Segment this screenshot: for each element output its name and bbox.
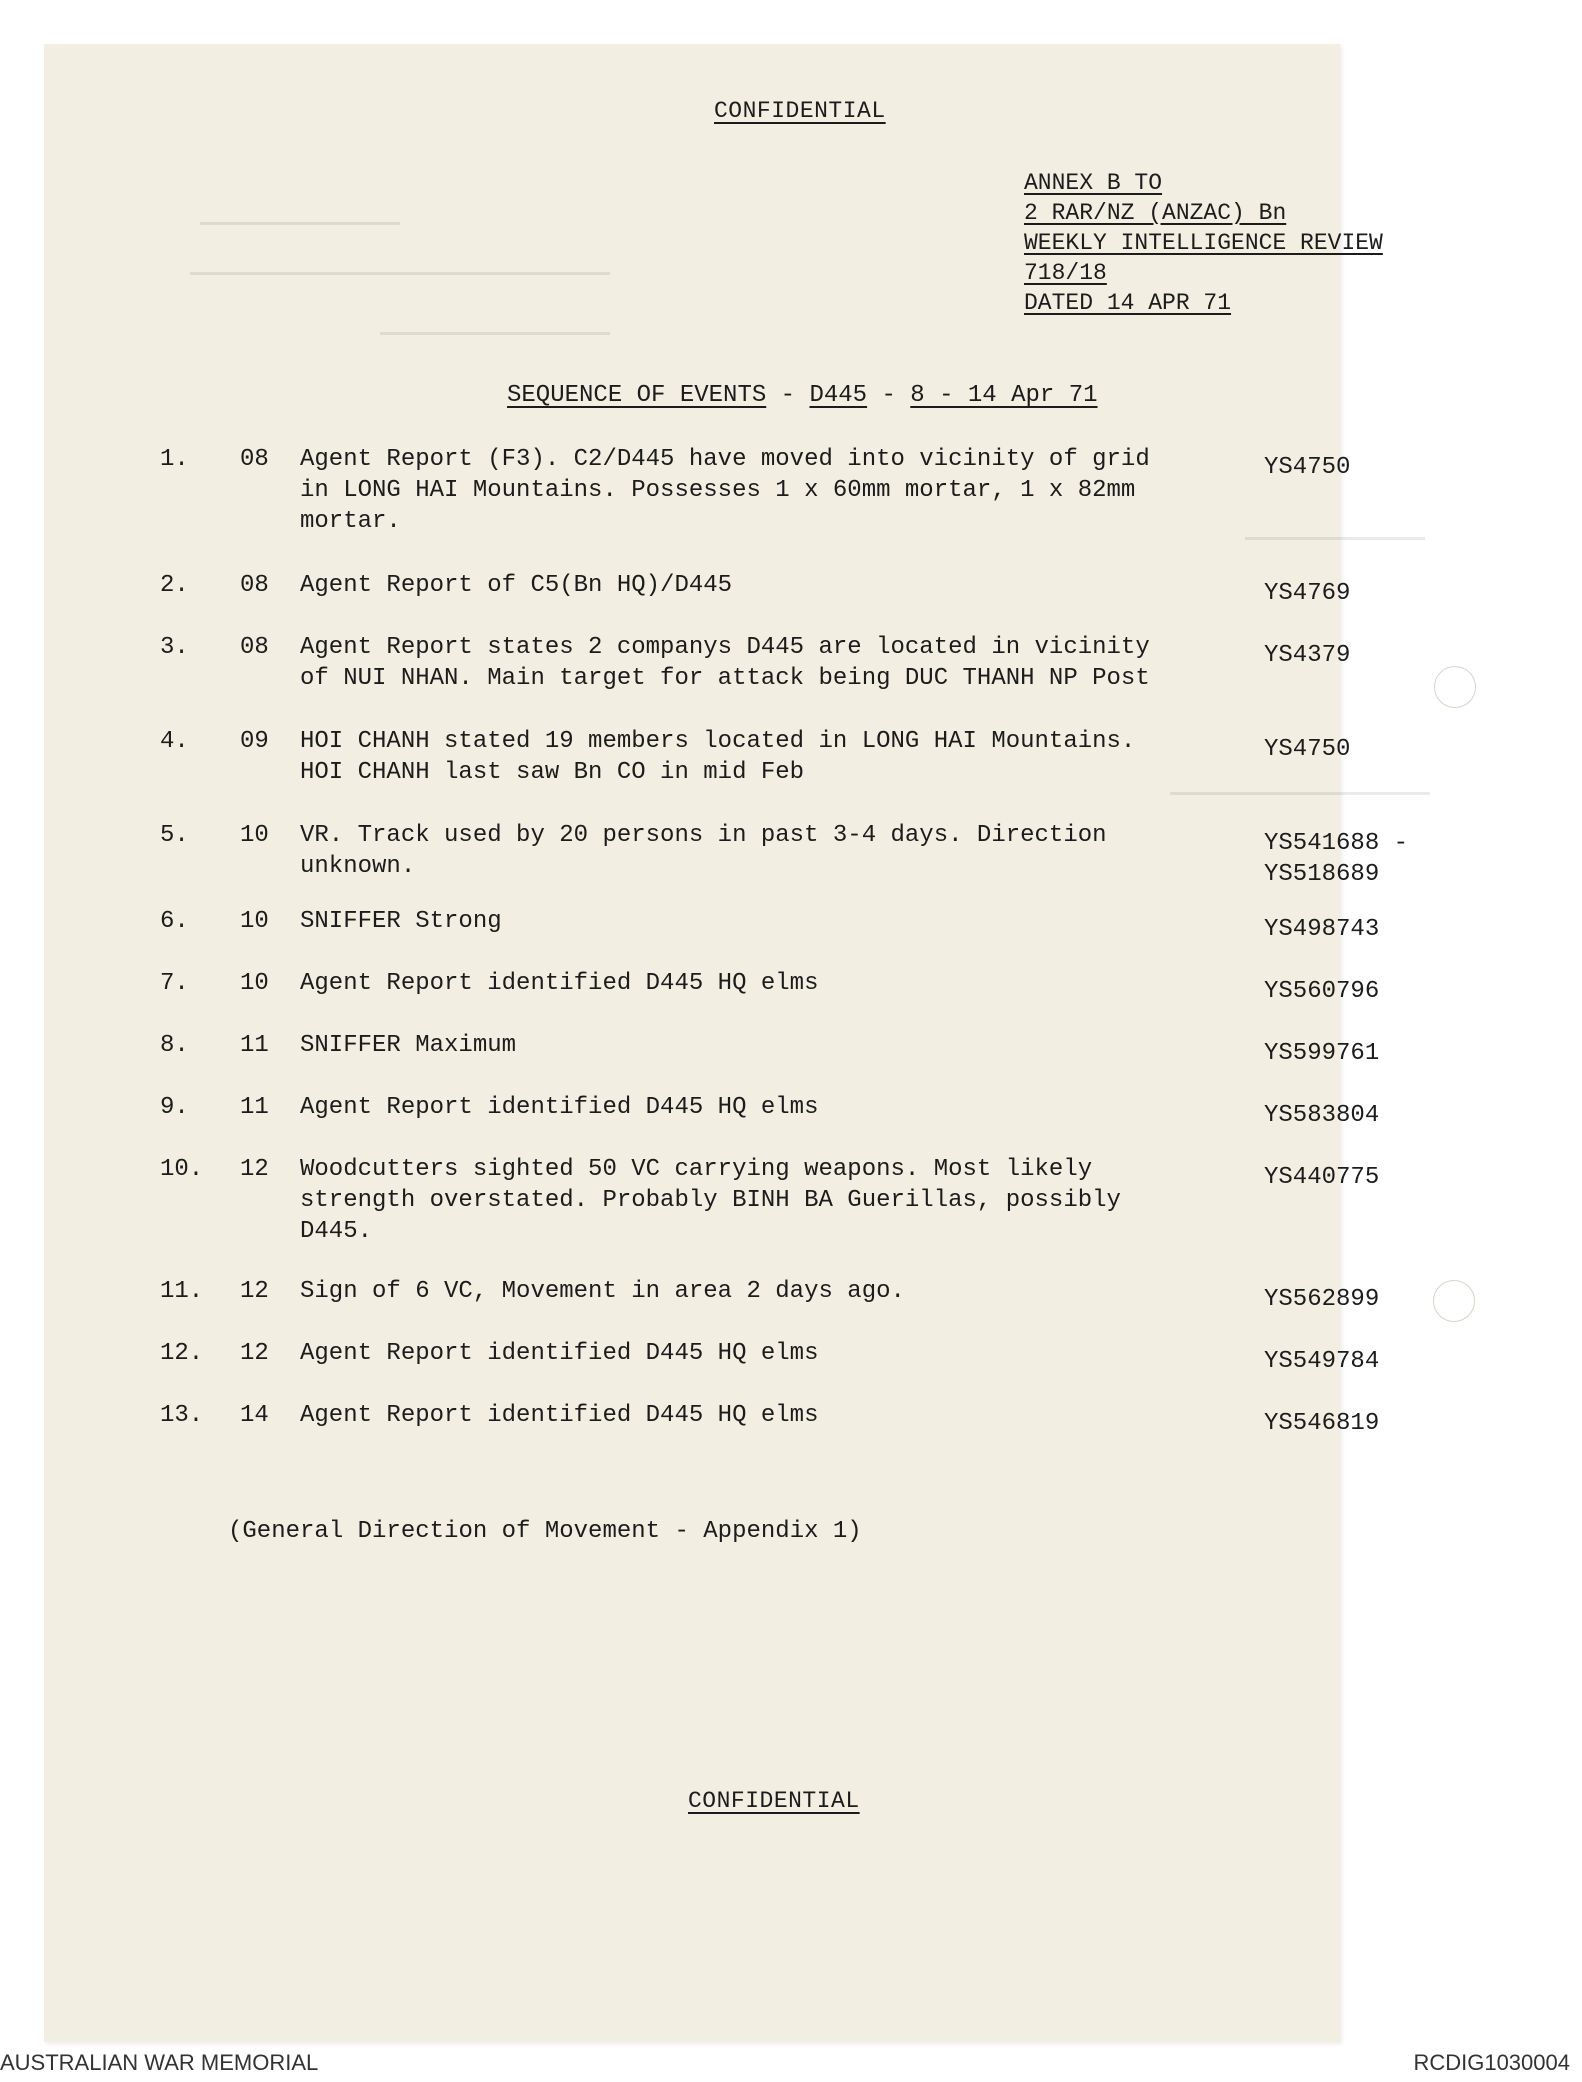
event-number: 10. (160, 1156, 204, 1183)
annex-line: WEEKLY INTELLIGENCE REVIEW (1024, 230, 1383, 256)
event-day: 08 (240, 572, 269, 599)
event-grid-reference: YS498743 (1264, 916, 1380, 943)
event-grid-reference: YS562899 (1264, 1286, 1380, 1313)
event-day: 08 (240, 634, 269, 661)
event-number: 4. (160, 728, 189, 755)
event-number: 12. (160, 1340, 204, 1367)
event-description: SNIFFER Strong (300, 908, 502, 935)
appendix-note: (General Direction of Movement - Appendix 1) (228, 1518, 862, 1545)
event-day: 09 (240, 728, 269, 755)
event-number: 7. (160, 970, 189, 997)
event-description: Agent Report identified D445 HQ elms (300, 1094, 819, 1121)
page-title: SEQUENCE OF EVENTS - D445 - 8 - 14 Apr 71 (507, 382, 1098, 409)
event-grid-reference: YS583804 (1264, 1102, 1380, 1129)
footer-reference-id: RCDIG1030004 (1413, 2050, 1570, 2075)
event-description: SNIFFER Maximum (300, 1032, 517, 1059)
event-day: 12 (240, 1156, 269, 1183)
event-grid-reference: YS440775 (1264, 1164, 1380, 1191)
event-number: 11. (160, 1278, 204, 1305)
event-day: 11 (240, 1032, 269, 1059)
event-number: 9. (160, 1094, 189, 1121)
event-description: Agent Report (F3). C2/D445 have moved into vicinity of grid in LONG HAI Mountains. Possesses 1 x 60mm mortar, 1 x 82mm mortar. (300, 446, 1150, 535)
show-through-mark (1170, 792, 1430, 795)
event-number: 5. (160, 822, 189, 849)
event-description: VR. Track used by 20 persons in past 3-4 days. Direction unknown. (300, 822, 1107, 880)
event-description: Sign of 6 VC, Movement in area 2 days ago. (300, 1278, 905, 1305)
event-number: 8. (160, 1032, 189, 1059)
event-grid-reference: YS4769 (1264, 580, 1351, 607)
event-day: 10 (240, 970, 269, 997)
show-through-mark (380, 332, 610, 335)
show-through-mark (190, 272, 610, 275)
event-description: HOI CHANH stated 19 members located in LONG HAI Mountains. HOI CHANH last saw Bn CO in mid Feb (300, 728, 1136, 786)
event-day: 12 (240, 1340, 269, 1367)
event-description: Agent Report states 2 companys D445 are located in vicinity of NUI NHAN. Main target for attack being DUC THANH NP Post (300, 634, 1150, 692)
title-prefix: SEQUENCE OF EVENTS (507, 382, 767, 409)
event-day: 10 (240, 822, 269, 849)
annex-line: 718/18 (1024, 260, 1107, 286)
event-description: Agent Report identified D445 HQ elms (300, 1402, 819, 1429)
event-day: 10 (240, 908, 269, 935)
event-description: Woodcutters sighted 50 VC carrying weapons. Most likely strength overstated. Probably BINH BA Guerillas, possibly D445. (300, 1156, 1121, 1245)
classification-bottom: CONFIDENTIAL (688, 1788, 860, 1814)
event-day: 12 (240, 1278, 269, 1305)
event-description: Agent Report identified D445 HQ elms (300, 1340, 819, 1367)
event-grid-reference: YS599761 (1264, 1040, 1380, 1067)
event-grid-reference: YS4750 (1264, 454, 1351, 481)
show-through-mark (200, 222, 400, 225)
event-grid-reference: YS541688 - YS518689 (1264, 830, 1409, 888)
event-day: 14 (240, 1402, 269, 1429)
annex-line: 2 RAR/NZ (ANZAC) Bn (1024, 200, 1287, 226)
annex-line: ANNEX B TO (1024, 170, 1163, 196)
classification-top: CONFIDENTIAL (714, 98, 886, 124)
punch-hole-top (1434, 666, 1476, 708)
annex-block (1024, 168, 1383, 318)
show-through-mark (1245, 537, 1425, 540)
event-number: 2. (160, 572, 189, 599)
annex-line: DATED 14 APR 71 (1024, 290, 1232, 316)
event-day: 11 (240, 1094, 269, 1121)
event-number: 3. (160, 634, 189, 661)
event-description: Agent Report of C5(Bn HQ)/D445 (300, 572, 733, 599)
event-grid-reference: YS546819 (1264, 1410, 1380, 1437)
event-number: 1. (160, 446, 189, 473)
event-description: Agent Report identified D445 HQ elms (300, 970, 819, 997)
event-grid-reference: YS560796 (1264, 978, 1380, 1005)
event-number: 6. (160, 908, 189, 935)
event-grid-reference: YS4750 (1264, 736, 1351, 763)
title-unit: D445 (809, 382, 868, 409)
event-number: 13. (160, 1402, 204, 1429)
event-day: 08 (240, 446, 269, 473)
event-grid-reference: YS549784 (1264, 1348, 1380, 1375)
event-grid-reference: YS4379 (1264, 642, 1351, 669)
punch-hole-bottom (1433, 1280, 1475, 1322)
title-period: 8 - 14 Apr 71 (910, 382, 1098, 409)
footer-source: AUSTRALIAN WAR MEMORIAL (0, 2050, 319, 2075)
